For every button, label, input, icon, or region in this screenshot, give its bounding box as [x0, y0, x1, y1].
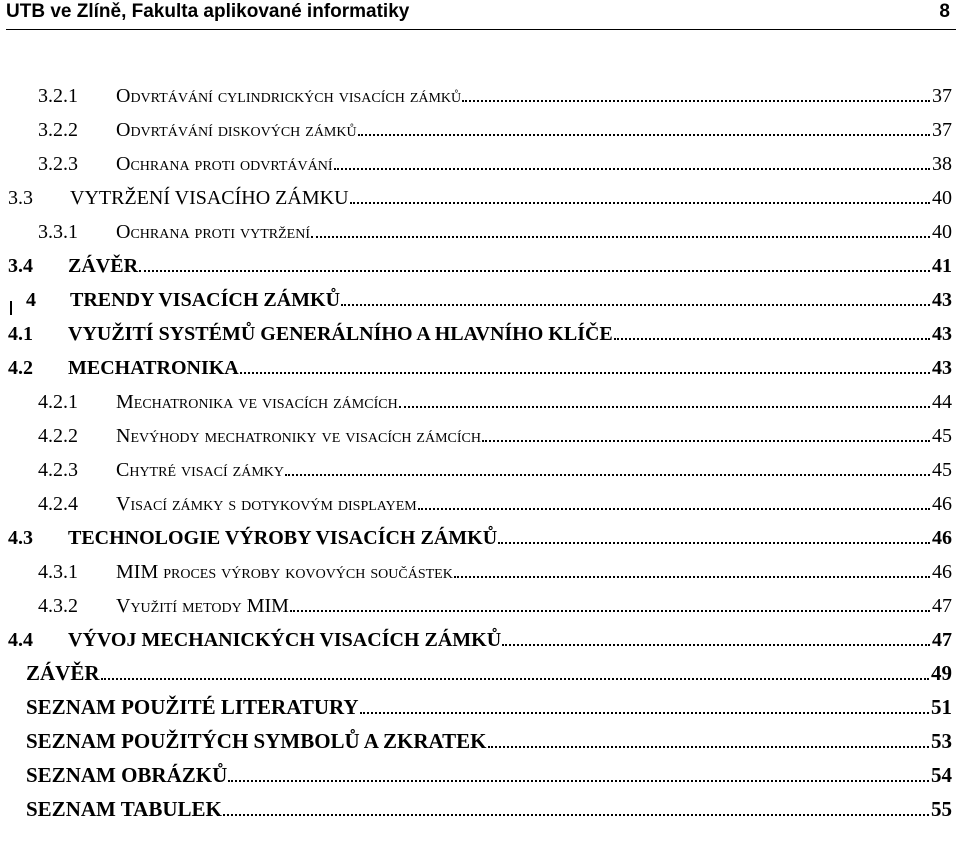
toc-entry-page: 55	[931, 797, 952, 821]
toc-entry-page: 43	[932, 357, 952, 379]
toc-entry-page: 46	[932, 527, 952, 549]
toc-entry-number: 3.3	[8, 187, 33, 209]
toc-entry-page: 47	[932, 629, 952, 651]
toc-entry[interactable]	[0, 552, 952, 584]
toc-entry[interactable]	[0, 688, 952, 720]
toc-entry-title: ZÁVĚR	[26, 661, 100, 685]
toc-dot-leader	[454, 576, 930, 578]
toc-entry-number: 4.2	[8, 357, 33, 379]
toc-entry-title: SEZNAM OBRÁZKŮ	[26, 763, 228, 787]
toc-dot-leader	[223, 814, 929, 816]
toc-entry[interactable]	[0, 620, 952, 652]
toc-entry-title: ZÁVĚR	[68, 255, 139, 277]
toc-entry-title: Nevýhody mechatroniky ve visacích zámcích	[116, 425, 481, 447]
toc-entry-page: 37	[932, 119, 952, 141]
toc-entry[interactable]	[0, 654, 952, 686]
toc-entry-page: 46	[932, 493, 952, 515]
toc-entry-page: 40	[932, 221, 952, 243]
toc-entry-page: 37	[932, 85, 952, 107]
toc-entry-number: 3.4	[8, 255, 33, 277]
toc-entry-title: Ochrana proti vytržení	[116, 221, 310, 243]
toc-entry-number: 4.3	[8, 527, 33, 549]
toc-entry-number: 4.3.1	[38, 561, 78, 583]
toc-entry-number: 4	[26, 289, 36, 311]
toc-dot-leader	[240, 372, 930, 374]
toc-entry-page: 40	[932, 187, 952, 209]
toc-entry-title: Mechatronika ve visacích zámcích	[116, 391, 398, 413]
toc-entry-number: 4.2.4	[38, 493, 78, 515]
toc-entry-page: 43	[932, 289, 952, 311]
toc-entry-page: 45	[932, 459, 952, 481]
toc-entry-title: VÝVOJ MECHANICKÝCH VISACÍCH ZÁMKŮ	[68, 629, 502, 651]
toc-entry-number: 4.1	[8, 323, 33, 345]
toc-entry-title: Ochrana proti odvrtávání	[116, 153, 333, 175]
toc-entry-number: 3.3.1	[38, 221, 78, 243]
toc-entry[interactable]	[0, 212, 952, 244]
toc-entry[interactable]	[0, 722, 952, 754]
toc-entry[interactable]	[0, 314, 952, 346]
toc-entry-title: SEZNAM POUŽITÉ LITERATURY	[26, 695, 359, 719]
toc-entry[interactable]	[0, 280, 952, 312]
toc-dot-leader	[498, 542, 930, 544]
toc-entry[interactable]	[0, 790, 952, 822]
toc-entry[interactable]	[0, 246, 952, 278]
toc-entry-page: 53	[931, 729, 952, 753]
toc-entry-title: Odvrtávání cylindrických visacích zámků	[116, 85, 462, 107]
toc-entry-page: 49	[931, 661, 952, 685]
toc-entry[interactable]	[0, 450, 952, 482]
toc-dot-leader	[290, 610, 930, 612]
toc-dot-leader	[101, 678, 929, 680]
toc-dot-leader	[399, 406, 930, 408]
toc-entry-number: 4.2.1	[38, 391, 78, 413]
toc-entry[interactable]	[0, 756, 952, 788]
toc-dot-leader	[228, 780, 929, 782]
toc-dot-leader	[502, 644, 930, 646]
toc-entry-page: 43	[932, 323, 952, 345]
toc-dot-leader	[285, 474, 930, 476]
toc-entry-page: 41	[932, 255, 952, 277]
toc-entry-title: MECHATRONIKA	[68, 357, 239, 379]
toc-entry-page: 46	[932, 561, 952, 583]
toc-entry-title: SEZNAM POUŽITÝCH SYMBOLŮ A ZKRATEK	[26, 729, 487, 753]
toc-entry[interactable]	[0, 178, 952, 210]
toc-dot-leader	[614, 338, 930, 340]
page-header	[6, 0, 954, 26]
toc-entry[interactable]	[0, 76, 952, 108]
toc-entry[interactable]	[0, 110, 952, 142]
toc-entry-page: 47	[932, 595, 952, 617]
toc-dot-leader	[334, 168, 931, 170]
toc-dot-leader	[462, 100, 930, 102]
toc-entry-title: MIM proces výroby kovových součástek	[116, 561, 453, 583]
toc-dot-leader	[139, 270, 930, 272]
toc-entry[interactable]	[0, 518, 952, 550]
toc-dot-leader	[418, 508, 930, 510]
toc-entry-number: 4.4	[8, 629, 33, 651]
toc-entry-number: 4.2.3	[38, 459, 78, 481]
toc-entry[interactable]	[0, 586, 952, 618]
toc-entry-title: VYTRŽENÍ VISACÍHO ZÁMKU	[70, 187, 349, 209]
toc-entry-page: 51	[931, 695, 952, 719]
toc-entry[interactable]	[0, 348, 952, 380]
header-title: UTB ve Zlíně, Fakulta aplikované informatiky	[6, 1, 410, 22]
toc-entry-title: TECHNOLOGIE VÝROBY VISACÍCH ZÁMKŮ	[68, 527, 498, 549]
toc-entry-page: 45	[932, 425, 952, 447]
toc-entry-title: Využití metody MIM	[116, 595, 289, 617]
toc-dot-leader	[488, 746, 929, 748]
toc-entry-number: 3.2.3	[38, 153, 78, 175]
toc-entry-number: 3.2.1	[38, 85, 78, 107]
header-divider	[6, 29, 956, 30]
toc-dot-leader	[358, 134, 930, 136]
toc-dot-leader	[482, 440, 930, 442]
toc-dot-leader	[311, 236, 930, 238]
toc-entry-page: 54	[931, 763, 952, 787]
toc-entry[interactable]	[0, 382, 952, 414]
toc-entry[interactable]	[0, 144, 952, 176]
toc-entry-title: TRENDY VISACÍCH ZÁMKŮ	[70, 289, 341, 311]
toc-dot-leader	[350, 202, 930, 204]
header-page-number: 8	[939, 1, 950, 22]
toc-entry-title: Odvrtávání diskových zámků	[116, 119, 357, 141]
toc-entry-title: Visací zámky s dotykovým displayem	[116, 493, 417, 515]
toc-entry-title: Chytré visací zámky	[116, 459, 285, 481]
toc-entry-number: 3.2.2	[38, 119, 78, 141]
toc-entry[interactable]	[0, 416, 952, 448]
toc-dot-leader	[360, 712, 929, 714]
toc-entry-number: 4.3.2	[38, 595, 78, 617]
toc-entry-page: 44	[932, 391, 952, 413]
toc-entry-page: 38	[932, 153, 952, 175]
toc-dot-leader	[341, 304, 930, 306]
toc-entry-title: SEZNAM TABULEK	[26, 797, 222, 821]
toc-entry-title: VYUŽITÍ SYSTÉMŮ GENERÁLNÍHO A HLAVNÍHO KLÍČE	[68, 323, 613, 345]
toc-entry-number: 4.2.2	[38, 425, 78, 447]
toc-entry[interactable]	[0, 484, 952, 516]
